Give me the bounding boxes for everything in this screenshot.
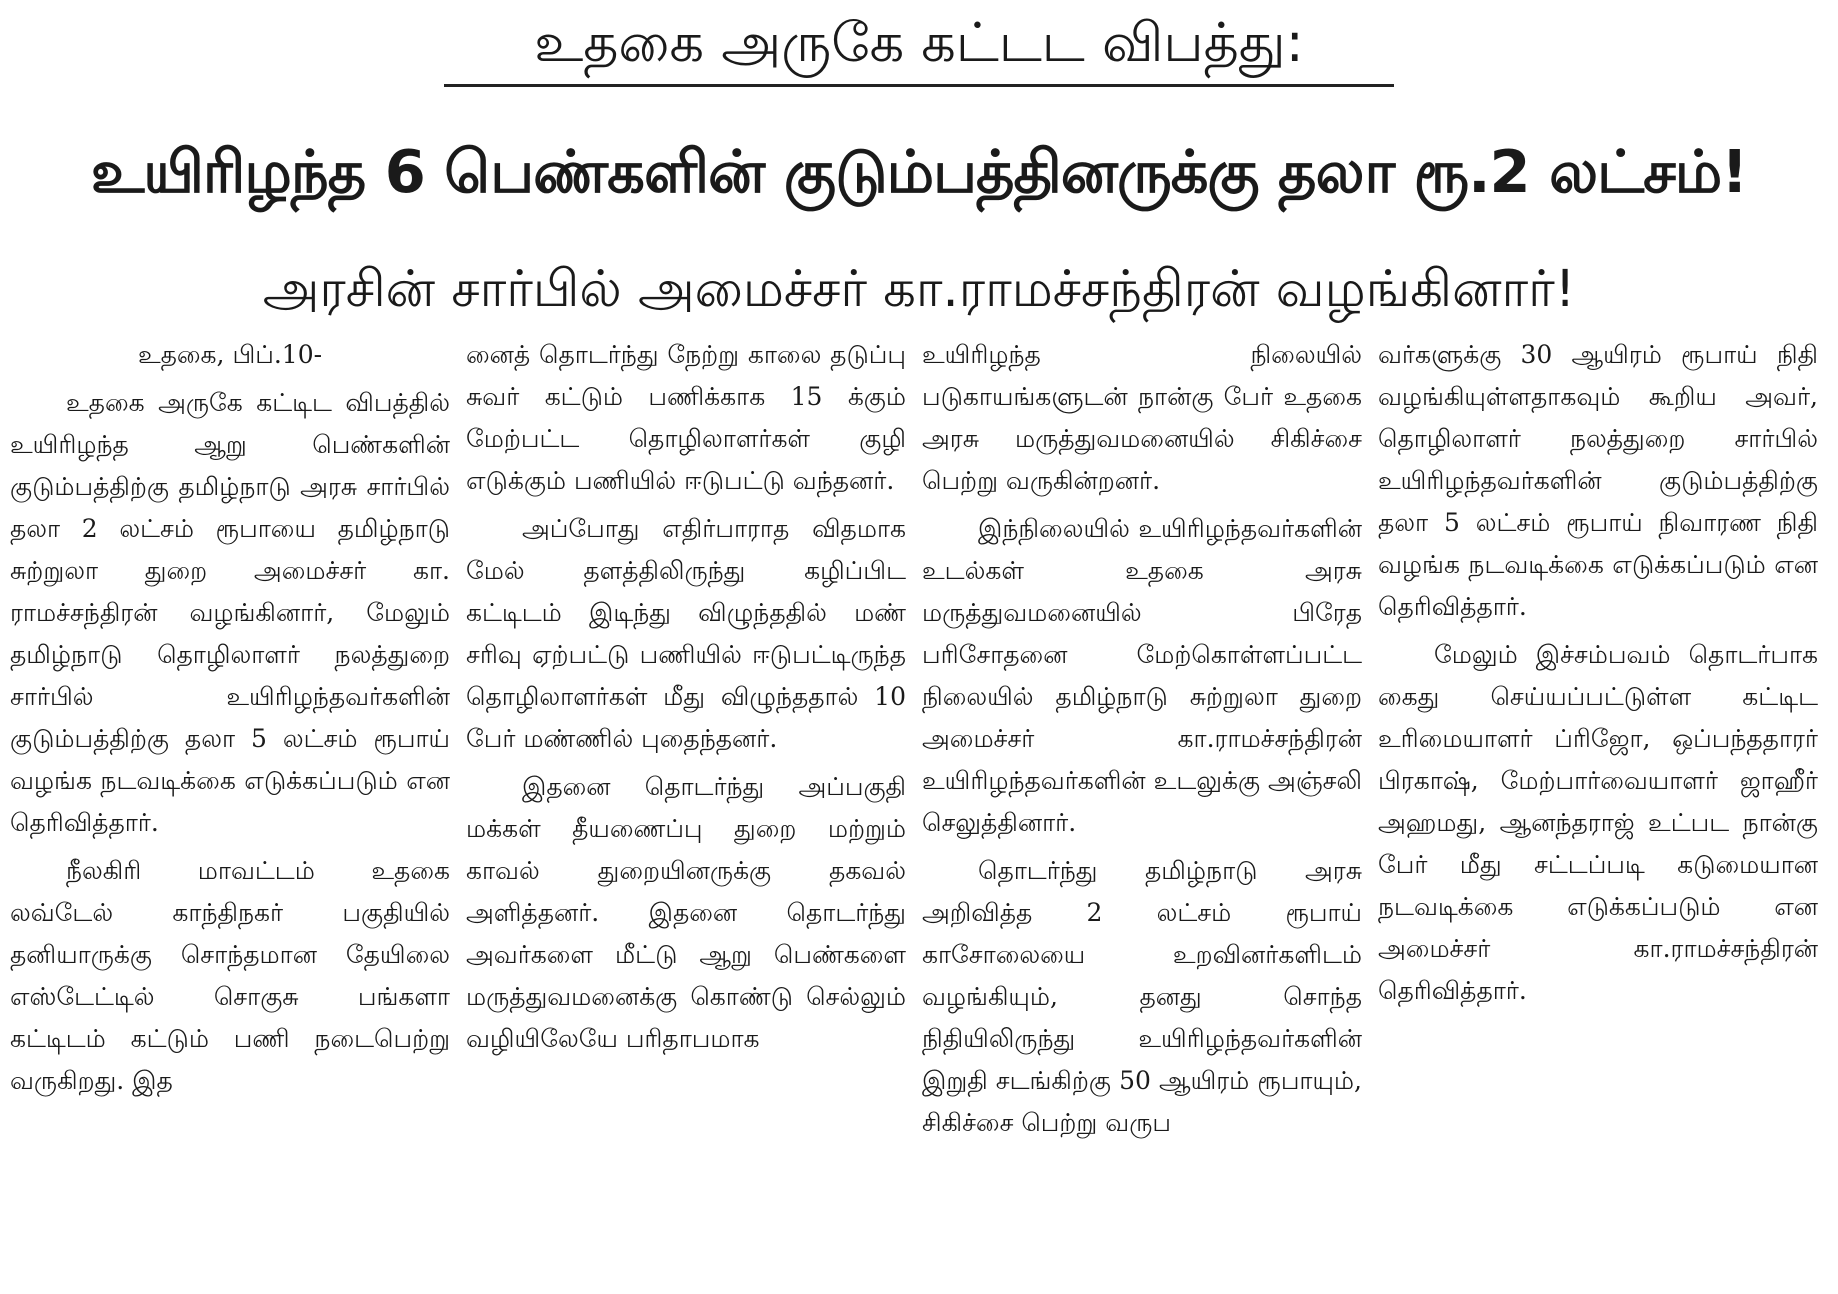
paragraph: னைத் தொடர்ந்து நேற்று காலை தடுப்பு சுவர் கட்டும் பணிக்காக 15 க்கும் மேற்பட்ட தொழிலாளர்கள் குழி எடுக்கும் பணியில் ஈடுபட்டு வந்தனர்.	[466, 340, 906, 495]
headline: உயிரிழந்த 6 பெண்களின் குடும்பத்தினருக்கு தலா ரூ.2 லட்சம்!	[90, 137, 1748, 206]
paragraph: இந்நிலையில் உயிரிழந்தவர்களின் உடல்கள் உதகை அரசு மருத்துவமனையில் பிரேத பரிசோதனை மேற்கொள்ளப்பட்ட நிலையில் தமிழ்நாடு சுற்றுலா துறை அமைச்சர் கா.ராமச்சந்திரன் உயிரிழந்தவர்களின் உடலுக்கு அஞ்சலி செலுத்தினார்.	[922, 514, 1362, 837]
paragraph: மேலும் இச்சம்பவம் தொடர்பாக கைது செய்யப்பட்டுள்ள கட்டிட உரிமையாளர் ப்ரிஜோ, ஒப்பந்ததாரர் பிரகாஷ், மேற்பார்வையாளர் ஜாஹீர் அஹமது, ஆனந்தராஜ் உட்பட நான்கு பேர் மீது சட்டப்படி கடுமையான நடவடிக்கை எடுக்கப்படும் என அமைச்சர் கா.ராமச்சந்திரன் தெரிவித்தார்.	[1378, 640, 1818, 1005]
paragraph: நீலகிரி மாவட்டம் உதகை லவ்டேல் காந்திநகர் பகுதியில் தனியாருக்கு சொந்தமான தேயிலை எஸ்டேட்டில் சொகுசு பங்களா கட்டிடம் கட்டும் பணி நடைபெற்று வருகிறது. இத	[10, 856, 450, 1095]
article-body	[6, 334, 1832, 1294]
dateline: உதகை, பிப்.10-	[137, 340, 323, 369]
paragraph: தொடர்ந்து தமிழ்நாடு அரசு அறிவித்த 2 லட்சம் ரூபாய் காசோலையை உறவினர்களிடம் வழங்கியும், தனது சொந்த நிதியிலிருந்து உயிரிழந்தவர்களின் இறுதி சடங்கிற்கு 50 ஆயிரம் ரூபாயும், சிகிச்சை பெற்று வருப	[922, 856, 1362, 1137]
paragraph: அப்போது எதிர்பாராத விதமாக மேல் தளத்திலிருந்து கழிப்பிட கட்டிடம் இடிந்து விழுந்ததில் மண் சரிவு ஏற்பட்டு பணியில் ஈடுபட்டிருந்த தொழிலாளர்கள் மீது விழுந்ததால் 10 பேர் மண்ணில் புதைந்தனர்.	[466, 514, 906, 753]
column-2	[462, 334, 918, 1294]
paragraph: உதகை அருகே கட்டிட விபத்தில் உயிரிழந்த ஆறு பெண்களின் குடும்பத்திற்கு தமிழ்நாடு அரசு சார்பில் தலா 2 லட்சம் ரூபாயை தமிழ்நாடு சுற்றுலா துறை அமைச்சர் கா. ராமச்சந்திரன் வழங்கினார், மேலும் தமிழ்நாடு தொழிலாளர் நலத்துறை சார்பில் உயிரிழந்தவர்களின் குடும்பத்திற்கு தலா 5 லட்சம் ரூபாய் வழங்க நடவடிக்கை எடுக்கப்படும் என தெரிவித்தார்.	[10, 388, 450, 837]
column-1	[6, 334, 462, 1294]
paragraph: உயிரிழந்த நிலையில் படுகாயங்களுடன் நான்கு பேர் உதகை அரசு மருத்துவமனையில் சிகிச்சை பெற்று வருகின்றனர்.	[922, 340, 1362, 495]
column-3	[918, 334, 1374, 1294]
paragraph: வர்களுக்கு 30 ஆயிரம் ரூபாய் நிதி வழங்கியுள்ளதாகவும் கூறிய அவர், தொழிலாளர் நலத்துறை சார்பில் உயிரிழந்தவர்களின் குடும்பத்திற்கு தலா 5 லட்சம் ரூபாய் நிவாரண நிதி வழங்க நடவடிக்கை எடுக்கப்படும் என தெரிவித்தார்.	[1378, 340, 1818, 621]
column-4	[1374, 334, 1830, 1294]
paragraph: இதனை தொடர்ந்து அப்பகுதி மக்கள் தீயணைப்பு துறை மற்றும் காவல் துறையினருக்கு தகவல் அளித்தனர். இதனை தொடர்ந்து அவர்களை மீட்டு ஆறு பெண்களை மருத்துவமனைக்கு கொண்டு செல்லும் வழியிலேயே பரிதாபமாக	[466, 772, 906, 1053]
subheadline: அரசின் சார்பில் அமைச்சர் கா.ராமச்சந்திரன் வழங்கினார்!	[262, 260, 1576, 319]
kicker-container	[0, 6, 1838, 87]
kicker-text: உதகை அருகே கட்டட விபத்து:	[444, 6, 1394, 87]
